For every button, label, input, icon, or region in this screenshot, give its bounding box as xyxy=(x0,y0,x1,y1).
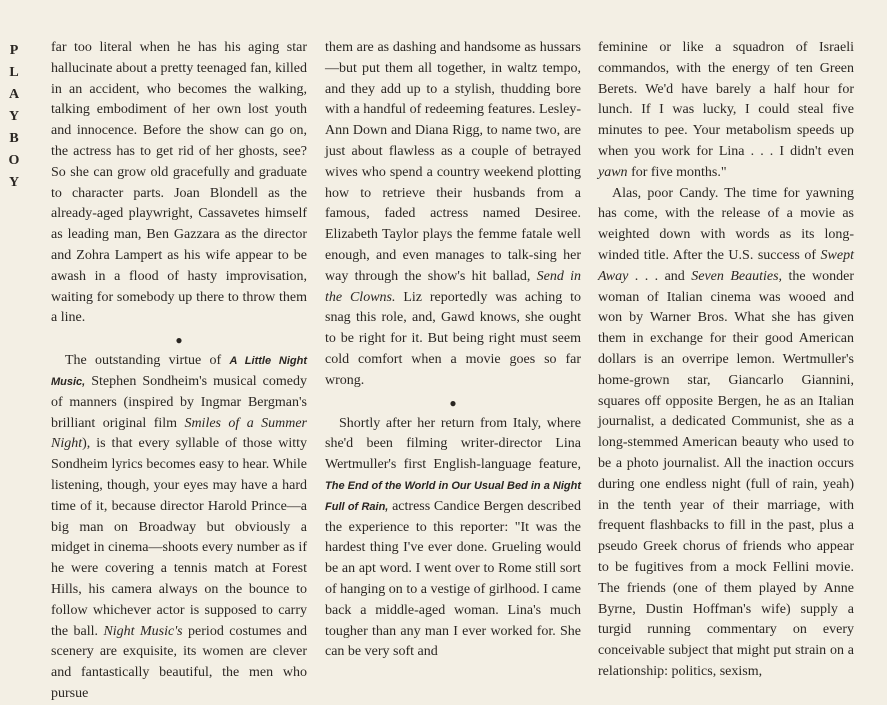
running-head-letter: Y xyxy=(8,175,20,190)
paragraph: far too literal when he has his aging star hallucinate about a pretty teenaged fan, killed in an accident, who becomes the walking, talking embodiment of her own lost youth and innocence. Before the show can go on, the actress has to get rid of her ghosts, see? So she can grow old gracefully and graduate to character parts. Joan Blondell as the already-aged playwright, Cassavetes himself as leading man, Ben Gazzara as the director and Zohra Lampert as his wife appear to be awash in a flood of hasty improvisation, waiting for somebody up there to throw them a line. xyxy=(51,40,307,326)
text-run: the wonder woman of Italian cinema was wooed and won by Warner Bros. What she has given them in exchange for their good American dollars is an overripe lemon. Wertmuller's home-grown star, Giancarlo Giannini, squares off opposite Bergen, he as an Italian journalist, a dedicated Communist, she as a long-stemmed American beauty who used to be a photo journalist. All the inaction occurs during one endless night (full of rain, yeah) in the tenth year of their marriage, with frequent flashbacks to fill in the past, plus a pseudo Greek chorus of friends who appear to be fugitives from a mock Fellini movie. The friends (one of them played by Anne Byrne, Dustin Hoffman's wife) supply a turgid running commentary on every conceivable subject that might put strain on a relationship: politics, sexism, xyxy=(598,268,855,679)
paragraph xyxy=(325,38,581,392)
film-title: The End of the World in Our Usual Bed in a Night Full of Rain, xyxy=(325,479,581,513)
running-head-letter: A xyxy=(8,87,20,102)
text-run: for five months." xyxy=(627,164,727,180)
section-separator: ● xyxy=(449,395,457,410)
text-run: . . . and xyxy=(628,268,692,284)
film-title: Night Music's xyxy=(103,623,183,639)
text-run: Stephen Sondheim's musical comedy of manners (inspired by Ingmar Bergman's brilliant original film xyxy=(51,373,307,431)
text-run: Shortly after her return from Italy, where she'd been filming writer-director Lina Wertmuller's first English-language feature, xyxy=(325,415,581,473)
running-head-playboy xyxy=(7,40,21,194)
film-title: Seven Beauties, xyxy=(691,268,783,284)
text-run: ), is that every syllable of those witty Sondheim lyrics becomes easy to hear. While listening, though, your eyes may have a hard time of it, because director Harold Prince—a big man on Broadway but obviously a midget in cinema—shoots every number as if he were covering a tennis match at Forest Hills, his camera always on the bounce to follow whichever actor is supposed to carry the ball. xyxy=(51,436,307,639)
text-run: The outstanding virtue of xyxy=(65,353,230,369)
text-run: Liz reportedly was aching to snag this role, and, Gawd knows, she ought to be right for it. But being right must seem cold comfort when a movie goes so far wrong. xyxy=(325,289,581,388)
column-2 xyxy=(325,38,581,663)
emphasis: yawn xyxy=(598,164,628,180)
paragraph xyxy=(325,414,581,664)
paragraph xyxy=(51,351,307,705)
text-run: them are as dashing and handsome as hussars—but put them all together, in waltz tempo, and they add up to a stylish, thudding bore with a handful of redeeming features. Lesley-Ann Down and Diana Rigg, to name two, are just about flawless as a couple of betrayed wives who spend a country weekend plotting how to retrieve their husbands from a famous, faded actress named Desiree. Elizabeth Taylor plays the femme fatale well enough, and even manages to talk-sing her way through the show's hit ballad, xyxy=(325,40,581,284)
running-head-letter: Y xyxy=(8,109,20,124)
running-head-letter: O xyxy=(8,153,20,168)
running-head-letter: L xyxy=(9,65,19,80)
paragraph xyxy=(598,38,854,184)
section-separator: ● xyxy=(175,333,183,348)
text-run: period costumes and scenery are exquisite, its women are clever and fantastically beautiful, the men who pursue xyxy=(51,623,307,701)
text-run: actress Candice Bergen described the experience to this reporter: "It was the hardest thing I've ever done. Grueling would be an apt word. I went over to Rome still sort of hanging on to a vestige of girlhood. I came back a middle-aged woman. Lina's much tougher than any man I ever worked for. She can be very soft and xyxy=(325,498,581,660)
running-head-letter: B xyxy=(9,131,19,146)
song-title: Send in the Clowns. xyxy=(325,268,581,305)
text-run: feminine or like a squadron of Israeli commandos, with the energy of ten Green Berets. We'd have barely a half hour for lunch. If I was lucky, I could steal five minutes to pee. Your metabolism speeds up when you work for Lina . . . I didn't even xyxy=(598,40,854,159)
film-title: Smiles of a Summer Night xyxy=(51,415,307,452)
column-3 xyxy=(598,38,854,683)
film-title: Swept Away xyxy=(598,247,854,284)
film-title: A Little Night Music, xyxy=(51,355,307,388)
paragraph xyxy=(598,184,854,683)
running-head-letter: P xyxy=(9,43,19,58)
text-run: Alas, poor Candy. The time for yawning has come, with the release of a movie as weighted down with words as its long-winded title. After the U.S. success of xyxy=(598,185,854,263)
